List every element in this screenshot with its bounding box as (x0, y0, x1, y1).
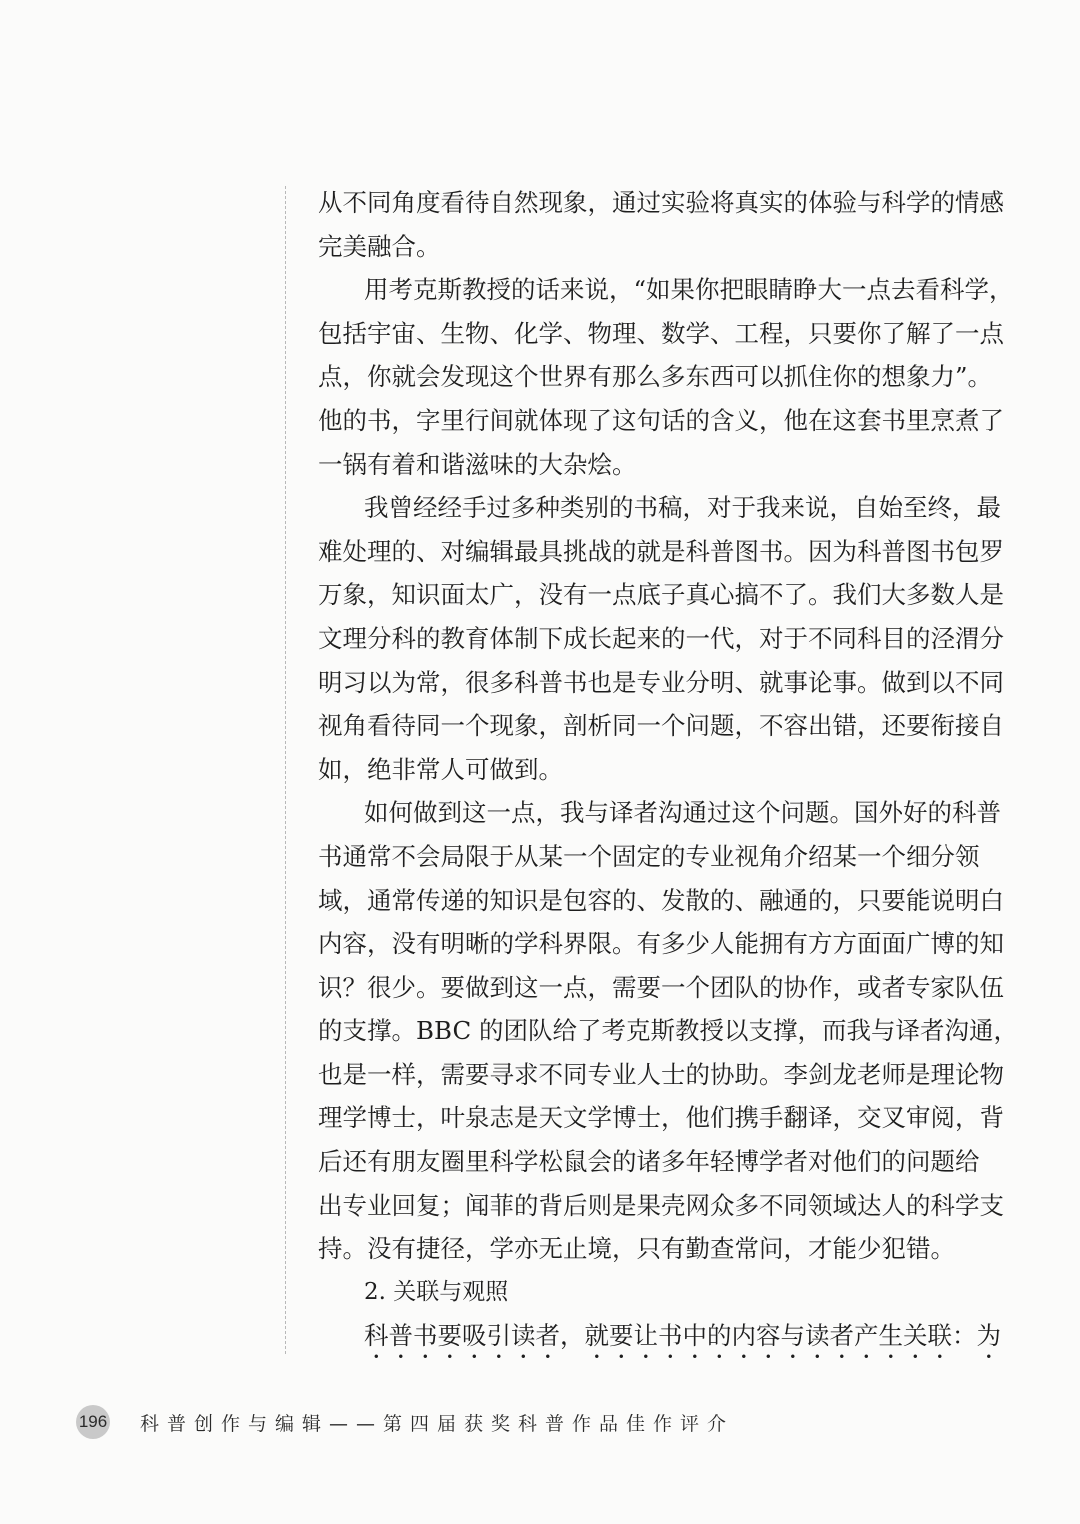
text-line: 他的书，字里行间就体现了这句话的含义，他在这套书里烹煮了 (318, 405, 1004, 435)
running-title: 科普创作与编辑——第四届获奖科普作品佳作评介 (140, 1412, 735, 1435)
text-line: 域，通常传递的知识是包容的、发散的、融通的，只要能说明白 (318, 885, 1004, 915)
text-line: 包括宇宙、生物、化学、物理、数学、工程，只要你了解了一点 (318, 318, 1004, 348)
paragraph-start-line: 如何做到这一点，我与译者沟通过这个问题。国外好的科普 (364, 798, 1001, 828)
text-line: 也是一样，需要寻求不同专业人士的协助。李剑龙老师是理论物 (318, 1059, 1004, 1089)
text-line: 一锅有着和谐滋味的大杂烩。 (318, 449, 637, 479)
text-line: 后还有朋友圈里科学松鼠会的诸多年轻博学者对他们的问题给 (318, 1147, 980, 1177)
text-line: 的支撑。BBC 的团队给了考克斯教授以支撑，而我与译者沟通， (318, 1016, 1018, 1046)
margin-rule (285, 186, 286, 1354)
emphasized-line: 科普书要吸引读者，就要让书中的内容与读者产生关联：为 (364, 1321, 1001, 1351)
text-line: 如，绝非常人可做到。 (318, 754, 563, 784)
text-line: 识？很少。要做到这一点，需要一个团队的协作，或者专家队伍 (318, 972, 1004, 1002)
text-line: 持。没有捷径，学亦无止境，只有勤查常问，才能少犯错。 (318, 1234, 955, 1264)
text-line: 点，你就会发现这个世界有那么多东西可以抓住你的想象力”。 (318, 362, 993, 392)
text-line: 文理分科的教育体制下成长起来的一代，对于不同科目的泾渭分 (318, 623, 1004, 653)
text-line: 明习以为常，很多科普书也是专业分明、就事论事。做到以不同 (318, 667, 1004, 697)
text-line: 内容，没有明晰的学科界限。有多少人能拥有方方面面广博的知 (318, 929, 1004, 959)
text-line: 难处理的、对编辑最具挑战的就是科普图书。因为科普图书包罗 (318, 536, 1004, 566)
text-line: 万象，知识面太广，没有一点底子真心搞不了。我们大多数人是 (318, 580, 1004, 610)
body-text (318, 181, 1018, 1358)
text-line: 书通常不会局限于从某一个固定的专业视角介绍某一个细分领 (318, 841, 980, 871)
text-line: 出专业回复；闻菲的背后则是果壳网众多不同领域达人的科学支 (318, 1190, 1004, 1220)
text-line: 完美融合。 (318, 231, 441, 261)
page-number: 196 (76, 1405, 110, 1439)
text-line: 从不同角度看待自然现象，通过实验将真实的体验与科学的情感 (318, 188, 1004, 217)
page-footer (76, 1404, 734, 1440)
text-line: 视角看待同一个现象，剖析同一个问题，不容出错，还要衔接自 (318, 711, 1004, 741)
paragraph-start-line: 用考克斯教授的话来说，“如果你把眼睛睁大一点去看科学， (364, 275, 1014, 305)
section-heading: 2. 关联与观照 (364, 1278, 509, 1305)
text-line: 理学博士，叶泉志是天文学博士，他们携手翻译，交叉审阅，背 (318, 1103, 1004, 1133)
paragraph-start-line: 我曾经经手过多种类别的书稿，对于我来说，自始至终，最 (364, 493, 1001, 523)
